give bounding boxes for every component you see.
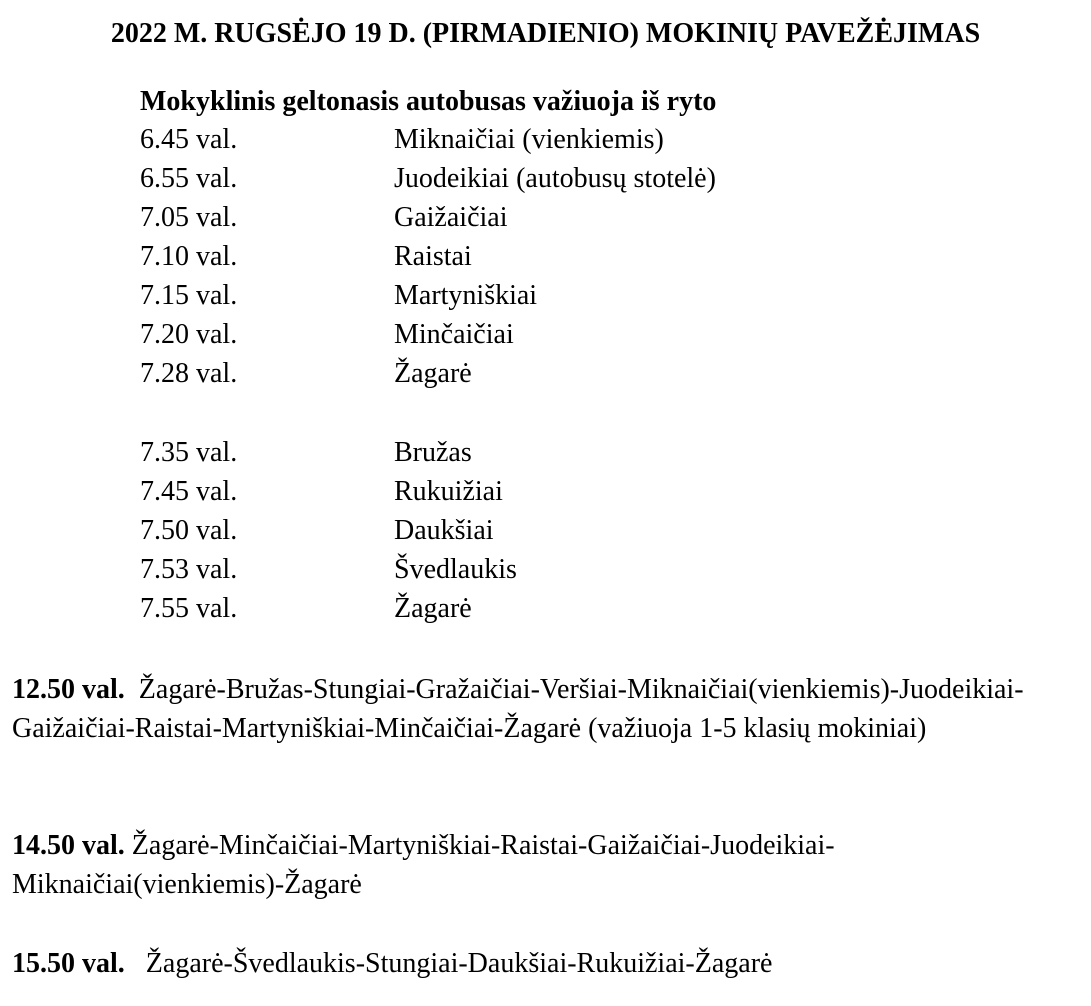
route-paragraph <box>12 826 1072 904</box>
stop-time: 7.15 val. <box>140 280 238 311</box>
stop-time: 6.55 val. <box>140 163 238 194</box>
stop-place: Juodeikiai (autobusų stotelė) <box>394 163 716 194</box>
stop-time: 7.28 val. <box>140 358 238 389</box>
stop-place: Žagarė <box>394 358 472 389</box>
stop-time: 6.45 val. <box>140 124 238 155</box>
morning-schedule-heading: Mokyklinis geltonasis autobusas važiuoja iš ryto <box>140 86 717 117</box>
route-description: Žagarė-Minčaičiai-Martyniškiai-Raistai-Gaižaičiai-Juodeikiai-Miknaičiai(vienkiemis)-Žagarė <box>12 830 835 900</box>
stop-place: Martyniškiai <box>394 280 538 311</box>
route-description: Žagarė-Švedlaukis-Stungiai-Daukšiai-Rukuižiai-Žagarė <box>145 948 773 979</box>
page-title: 2022 M. RUGSĖJO 19 D. (PIRMADIENIO) MOKINIŲ PAVEŽĖJIMAS <box>110 18 981 49</box>
stop-time: 7.10 val. <box>140 241 238 272</box>
stop-place: Rukuižiai <box>394 476 503 507</box>
route-time: 12.50 val. <box>12 674 125 705</box>
stop-place: Raistai <box>394 241 472 272</box>
stop-time: 7.50 val. <box>140 515 238 546</box>
route-paragraph <box>12 670 1072 748</box>
stop-time: 7.05 val. <box>140 202 238 233</box>
stop-place: Minčaičiai <box>394 319 514 350</box>
stop-time: 7.20 val. <box>140 319 238 350</box>
route-time: 14.50 val. <box>12 830 125 861</box>
stop-time: 7.45 val. <box>140 476 238 507</box>
stop-place: Daukšiai <box>394 515 494 546</box>
route-paragraph <box>12 944 1072 983</box>
stop-time: 7.55 val. <box>140 593 238 624</box>
route-time: 15.50 val. <box>12 948 125 979</box>
stop-place: Žagarė <box>394 593 472 624</box>
stop-place: Gaižaičiai <box>394 202 508 233</box>
route-description: Žagarė-Bružas-Stungiai-Gražaičiai-Veršiai-Miknaičiai(vienkiemis)-Juodeikiai-Gaižaičiai-Raistai-Martyniškiai-Minčaičiai-Žagarė (važiuoja 1-5 klasių mokiniai) <box>12 674 1024 744</box>
stop-time: 7.53 val. <box>140 554 238 585</box>
stop-place: Švedlaukis <box>394 554 517 585</box>
stop-time: 7.35 val. <box>140 437 238 468</box>
stop-place: Bružas <box>394 437 472 468</box>
stop-place: Miknaičiai (vienkiemis) <box>394 124 664 155</box>
